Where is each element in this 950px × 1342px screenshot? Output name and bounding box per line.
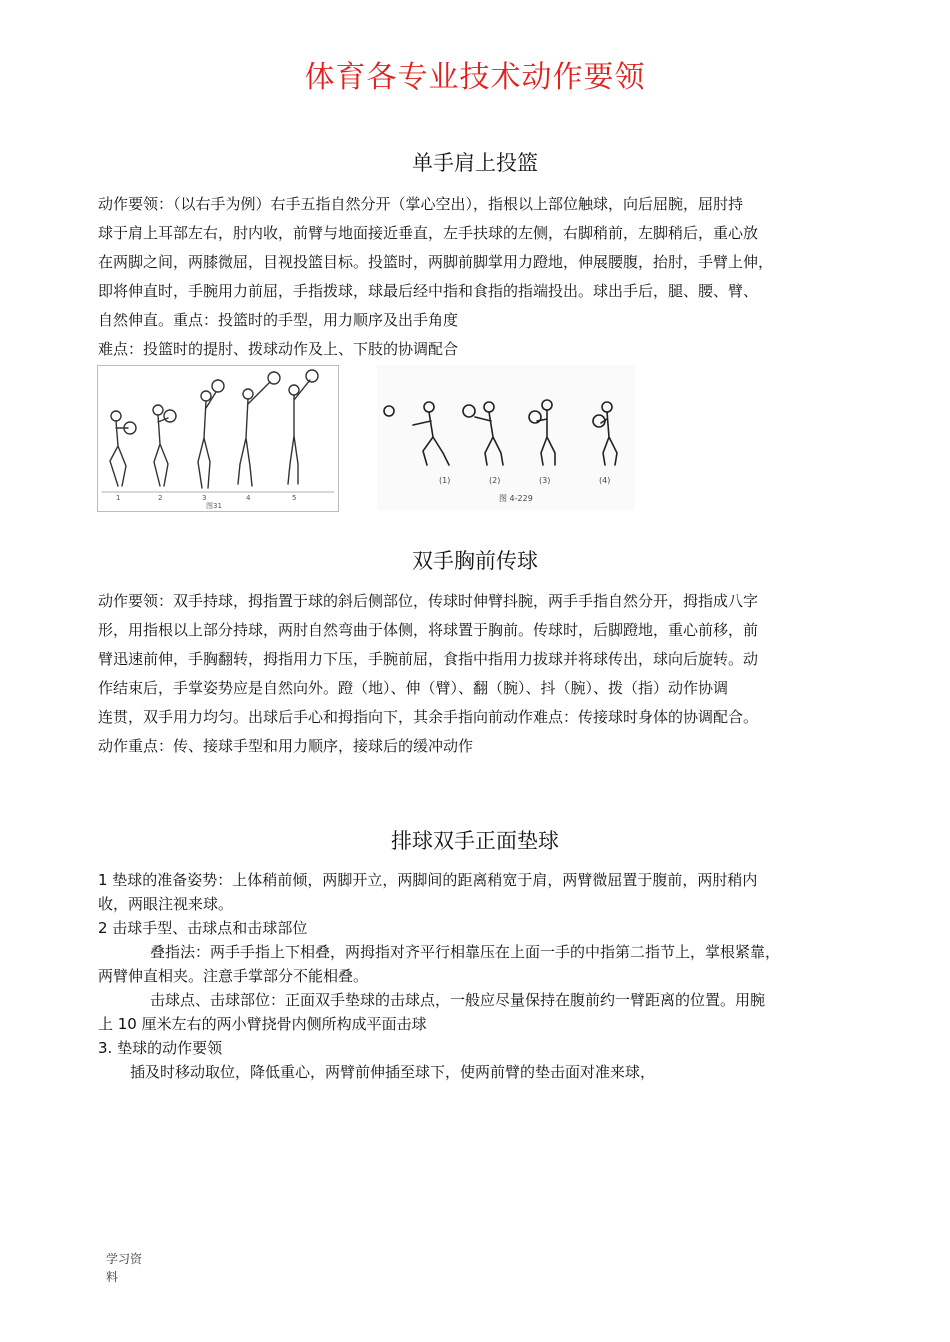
text-line: 3. 垫球的动作要领 — [98, 1039, 223, 1057]
section-body-passing — [98, 587, 863, 761]
section-body-volleyball — [98, 868, 863, 1084]
frame-number: 1 — [116, 494, 121, 502]
player-figure — [413, 402, 449, 465]
figure-caption: 图 4-229 — [499, 494, 533, 503]
text-line: 作结束后，手掌姿势应是自然向外。蹬（地）、伸（臂）、翻（腕）、抖（腕）、拨（指）动作协调 — [98, 679, 729, 697]
text-line: 动作要领：双手持球，拇指置于球的斜后侧部位，传球时伸臂抖腕，两手手指自然分开，拇指成八字 — [98, 592, 759, 610]
text-line: 动作要领：（以右手为例）右手五指自然分开（掌心空出），指根以上部位触球，向后屈腕，屈肘持 — [98, 195, 744, 213]
text-line: 击球点、击球部位：正面双手垫球的击球点，一般应尽量保持在腹前约一臂距离的位置。用腕 — [150, 991, 766, 1009]
text-line: 球于肩上耳部左右，肘内收，前臂与地面接近垂直，左手扶球的左侧，右脚稍前，左脚稍后，重心放 — [98, 224, 759, 242]
text-line: 2 击球手型、击球点和击球部位 — [98, 919, 308, 937]
text-line: 叠指法：两手手指上下相叠，两拇指对齐平行相靠压在上面一手的中指第二指节上，掌根紧靠， — [150, 943, 781, 961]
player-figure — [288, 370, 318, 484]
frame-number: 2 — [158, 494, 163, 502]
text-line: 1 垫球的准备姿势：上体稍前倾，两脚开立，两脚间的距离稍宽于肩，两臂微屈置于腹前，两肘稍内 — [98, 871, 758, 889]
player-figure — [153, 405, 176, 486]
section-heading-shooting: 单手肩上投篮 — [412, 151, 538, 175]
footer-line: 学习资 — [106, 1252, 143, 1266]
player-figure — [238, 372, 280, 486]
text-line: 形，用指根以上部分持球，两肘自然弯曲于体侧，将球置于胸前。传球时，后脚蹬地，重心前移，前 — [98, 621, 759, 639]
player-figure — [198, 380, 224, 488]
player-figure — [110, 411, 136, 486]
section-heading-passing: 双手胸前传球 — [412, 549, 538, 573]
text-line: 动作重点：传、接球手型和用力顺序，接球后的缓冲动作 — [98, 737, 474, 755]
footer-line: 料 — [106, 1270, 119, 1284]
text-line: 两臂伸直相夹。注意手掌部分不能相叠。 — [98, 967, 369, 985]
text-line: 难点：投篮时的提肘、拨球动作及上、下肢的协调配合 — [98, 340, 459, 358]
player-figure — [593, 402, 617, 465]
passing-sequence-figure — [377, 365, 635, 510]
text-line: 臂迅速前伸，手胸翻转，拇指用力下压，手腕前屈，食指中指用力拔球并将球传出，球向后旋转。动 — [98, 650, 759, 668]
frame-number: 5 — [292, 494, 297, 502]
frame-number: 4 — [246, 494, 251, 502]
text-line: 在两脚之间，两膝微屈，目视投篮目标。投篮时，两脚前脚掌用力蹬地，伸展腰腹，抬肘，手臂上伸， — [98, 253, 774, 271]
figure-caption: 图31 — [206, 502, 222, 510]
frame-label: (3) — [539, 476, 551, 485]
text-line: 即将伸直时，手腕用力前屈，手指拨球，球最后经中指和食指的指端投出。球出手后，腿、腰、臂、 — [98, 282, 759, 300]
text-line: 插及时移动取位，降低重心，两臂前伸插至球下，使两前臂的垫击面对准来球， — [130, 1063, 656, 1081]
player-figure — [463, 402, 503, 465]
footer-note — [106, 1250, 156, 1286]
frame-number: 3 — [202, 494, 207, 502]
shooting-sequence-figure — [97, 365, 339, 512]
text-line: 上 10 厘米左右的两小臂挠骨内侧所构成平面击球 — [98, 1015, 427, 1033]
section-heading-volleyball: 排球双手正面垫球 — [391, 829, 559, 853]
text-line: 自然伸直。重点：投篮时的手型，用力顺序及出手角度 — [98, 311, 459, 329]
section-body-shooting — [98, 190, 863, 364]
text-line: 连贯，双手用力均匀。出球后手心和拇指向下，其余手指向前动作难点：传接球时身体的协调配合。 — [98, 708, 759, 726]
frame-label: (2) — [489, 476, 501, 485]
player-figure — [529, 400, 555, 465]
text-line: 收，两眼注视来球。 — [98, 895, 234, 913]
document-title: 体育各专业技术动作要领 — [304, 60, 646, 95]
frame-label: (1) — [439, 476, 451, 485]
frame-label: (4) — [599, 476, 611, 485]
